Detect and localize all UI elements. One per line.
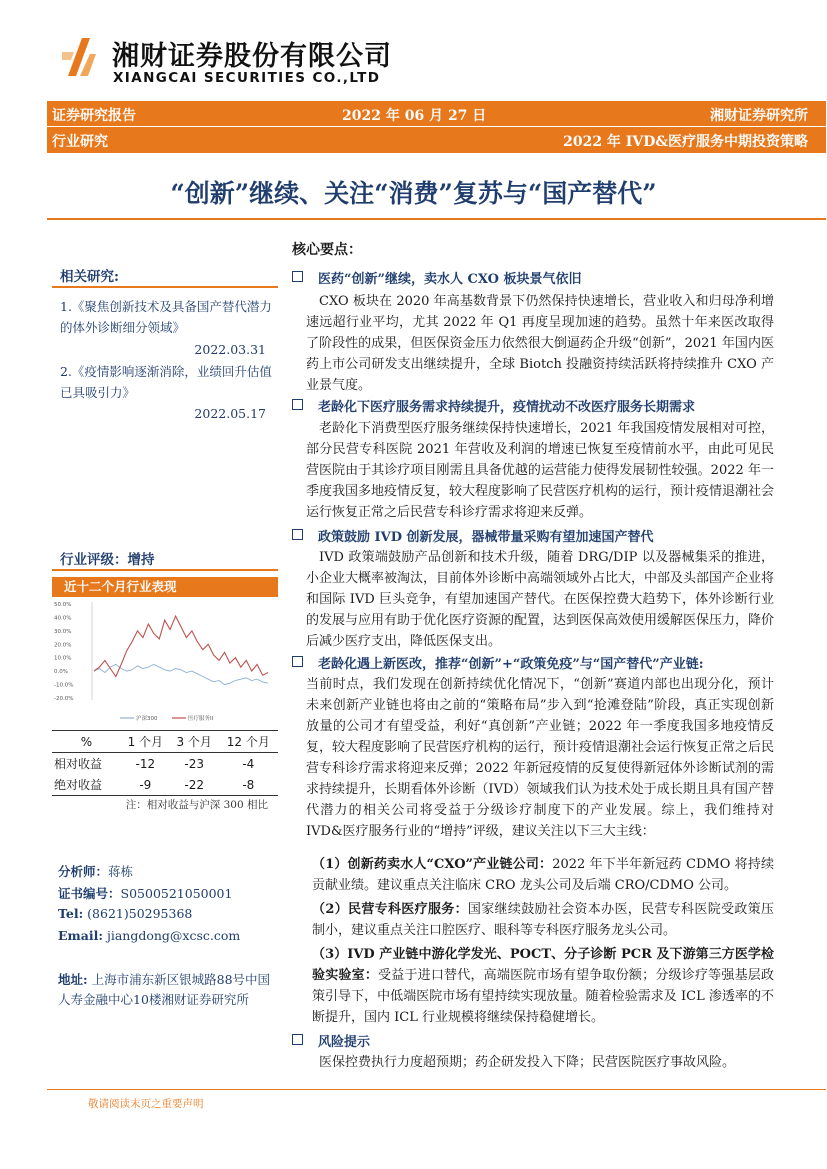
report-category: 行业研究 xyxy=(52,134,108,150)
rating-rule xyxy=(52,569,278,571)
section-title-strategy: 老龄化遇上新医改，推荐“创新”+“政策免疫”与“国产替代”产业链: xyxy=(318,657,704,672)
checkbox-icon xyxy=(292,529,303,540)
address-text: 上海市浦东新区银城路88号中国人寿金融中心10楼湘财证券研究所 xyxy=(58,972,271,1007)
cert-line xyxy=(58,884,232,902)
checkbox-icon xyxy=(292,656,303,667)
y-tick-label: 50.0% xyxy=(54,602,72,608)
related-report-2[interactable]: 2.《疫情影响逐渐消除，业绩回升估值已具吸引力》 xyxy=(60,364,272,400)
y-tick-label: -20.0% xyxy=(54,696,74,702)
header-band xyxy=(47,101,826,153)
row-label: 相对收益 xyxy=(54,757,103,771)
mainline-2-text: 国家继续鼓励社会资本办医，民营专科医院受政策压制小，建议重点关注口腔医疗、眼科等专科医疗服务龙头公司。 xyxy=(312,902,774,938)
y-tick-label: 10.0% xyxy=(54,655,72,662)
row-label: 绝对收益 xyxy=(54,778,103,792)
chart-title: 近十二个月行业表现 xyxy=(52,577,278,597)
cert-number: S0500521050001 xyxy=(120,886,233,901)
report-date: 2022 年 06 月 27 日 xyxy=(342,108,487,124)
mainline-2 xyxy=(312,899,774,941)
address-label: 地址: xyxy=(58,972,88,987)
related-research-rule xyxy=(52,286,278,288)
table-header: 3 个月 xyxy=(176,735,212,749)
email-link[interactable]: jiangdong@xcsc.com xyxy=(106,928,241,943)
checkbox-icon xyxy=(292,399,303,410)
company-name-cn: 湘财证券股份有限公司 xyxy=(112,41,392,72)
mainline-3 xyxy=(312,944,774,1028)
checkbox-icon xyxy=(292,271,303,282)
related-report-1-date: 2022.03.31 xyxy=(194,342,266,357)
table-cell: -8 xyxy=(242,777,255,792)
page-title: “创新”继续、关注“消费”复苏与“国产替代” xyxy=(170,179,657,208)
table-header-row xyxy=(52,731,278,753)
section-body-ivd: IVD 政策端鼓励产品创新和技术升级，随着 DRG/DIP 以及器械集采的推进，小企业大概率被淘汰，目前体外诊断中高端领域外占比大，中部及头部国产企业将和国际 IVD 巨头竞争，有望加速国产替代。在医保控费大趋势下，体外诊断行业的发展与应用有助于优化医疗资源的配置，达到医保高效使用缓解医保压力，降价后减少医疗支出，降低医保支出。 xyxy=(306,550,775,649)
core-points-heading: 核心要点： xyxy=(292,242,362,258)
legend-label: 医疗服务II xyxy=(188,716,214,722)
tel-number: (8621)50295368 xyxy=(87,906,193,921)
y-tick-label: 40.0% xyxy=(54,615,72,622)
mainline-3-text: 受益于进口替代，高端医院市场有望争取份额；分级诊疗等强基层政策引导下，中低端医院市场有望持续实现放量。随着检验需求及 ICL 渗透率的不断提升，国内 ICL 行业规模将继续保持稳健增长。 xyxy=(312,968,774,1025)
y-tick-label: -10.0% xyxy=(54,682,74,689)
analyst-name: 蒋栋 xyxy=(108,864,134,879)
band-divider xyxy=(47,126,826,127)
report-series: 2022 年 IVD&医疗服务中期投资策略 xyxy=(563,134,808,150)
email-label: Email: xyxy=(58,928,103,943)
address-block xyxy=(58,970,272,1010)
title-rule xyxy=(47,218,826,220)
section-title-ivd: 政策鼓励 IVD 创新发展，器械带量采购有望加速国产替代 xyxy=(318,530,654,545)
mainline-2-lead: （2）民营专科医疗服务： xyxy=(312,902,468,917)
performance-table xyxy=(52,730,278,796)
related-report-1[interactable]: 1.《聚焦创新技术及具备国产替代潜力的体外诊断细分领域》 xyxy=(60,299,272,335)
table-row xyxy=(52,753,278,775)
table-cell: -4 xyxy=(242,756,255,771)
table-header: 1 个月 xyxy=(127,735,164,749)
table-note: 注：相对收益与沪深 300 相比 xyxy=(125,799,268,811)
table-cell: -23 xyxy=(184,756,204,771)
footer-rule xyxy=(47,1089,826,1090)
industry-performance-chart xyxy=(52,598,278,728)
mainline-3-lead: （3）IVD 产业链中游化学发光、POCT、分子诊断 PCR 及下游第三方医学检验实验室： xyxy=(312,947,774,983)
related-research-heading: 相关研究: xyxy=(60,269,119,285)
section-body-strategy: 当前时点，我们发现在创新持续优化情况下，“创新”赛道内部也出现分化，预计未来创新产业链也将由之前的“策略布局”步入到“抢滩登陆”阶段，真正实现创新放量的公司才有望受益，利好“真创新”产业链；2022 年一季度我国多地疫情反复，较大程度影响了民营医疗机构的运行，预计疫情退潮社会运行恢复正常之后民营专科诊疗需求将迎来反弹；2022 年新冠疫情的反复使得新冠体外诊断试剂的需求持续提升，长期看体外诊断（IVD）领域我们认为技术处于成长期且具有国产替代潜力的相关公司将受益于分级诊疗制度下的产业发展。综上，我们维持对 IVD&医疗服务行业的“增持”评级，建议关注以下三大主线： xyxy=(306,677,775,839)
institute-name: 湘财证券研究所 xyxy=(710,108,808,124)
legend-label: 沪深300 xyxy=(136,716,158,722)
company-name-en: XIANGCAI SECURITIES CO.,LTD xyxy=(113,70,381,86)
y-tick-label: 0.0% xyxy=(54,669,68,676)
industry-rating: 行业评级：增持 xyxy=(60,552,155,568)
table-cell: -9 xyxy=(139,777,152,792)
tel-line xyxy=(58,906,192,921)
company-logo-icon xyxy=(60,32,108,80)
table-row xyxy=(52,774,278,796)
table-cell: -22 xyxy=(184,777,204,792)
section-body-cxo: CXO 板块在 2020 年高基数背景下仍然保持快速增长，营业收入和归母净利增速远超行业平均，尤其 2022 年 Q1 再度呈现加速的趋势。虽然十年来医改取得了阶段性的成果，但医保资金压力依然很大倒逼药企升级“创新”，2021 年国内医药上市公司研发支出继续提升，全球 Biotch 投融资持续活跃将持续推升 CXO 产业景气度。 xyxy=(306,294,774,393)
mainline-1-lead: （1）创新药卖水人“CXO”产业链公司： xyxy=(312,857,553,872)
report-type: 证券研究报告 xyxy=(52,108,136,124)
table-header: 12 个月 xyxy=(226,735,270,749)
tel-label: Tel: xyxy=(58,906,84,921)
checkbox-icon xyxy=(292,1034,303,1045)
related-report-2-date: 2022.05.17 xyxy=(194,406,266,421)
mainline-1-text: 2022 年下半年新冠药 CDMO 将持续贡献业绩。建议重点关注临床 CRO 龙头公司及后端 CRO/CDMO 公司。 xyxy=(312,857,774,893)
series-line-1 xyxy=(94,616,268,676)
cert-label: 证书编号： xyxy=(58,886,121,901)
footer-disclaimer: 敬请阅读末页之重要声明 xyxy=(88,1098,204,1110)
section-title-aging: 老龄化下医疗服务需求持续提升，疫情扰动不改医疗服务长期需求 xyxy=(318,400,696,415)
risk-title: 风险提示 xyxy=(318,1035,371,1050)
table-header: % xyxy=(80,734,93,749)
email-line xyxy=(58,928,240,943)
table-cell: -12 xyxy=(135,756,156,771)
analyst-label: 分析师： xyxy=(58,864,109,879)
analyst-line xyxy=(58,862,133,880)
y-tick-label: 20.0% xyxy=(54,642,72,649)
y-tick-label: 30.0% xyxy=(54,628,72,635)
risk-body: 医保控费执行力度超预期；药企研发投入下降；民营医院医疗事故风险。 xyxy=(319,1055,736,1070)
section-title-cxo: 医药“创新”继续，卖水人 CXO 板块景气依旧 xyxy=(318,272,582,287)
mainline-1 xyxy=(312,854,774,896)
section-body-aging: 老龄化下消费型医疗服务继续保持快速增长，2021 年我国疫情发展相对可控，部分民营专科医院 2021 年营收及利润的增速已恢复至疫情前水平，由此可见民营医院由于其诊疗项目刚需且具备优越的运营能力使得发展韧性较强。2022 年一季度我国多地疫情反复，较大程度影响了民营医疗机构的运行，预计疫情退潮社会运行恢复正常之后民营专科诊疗需求将迎来反弹。 xyxy=(306,421,775,520)
